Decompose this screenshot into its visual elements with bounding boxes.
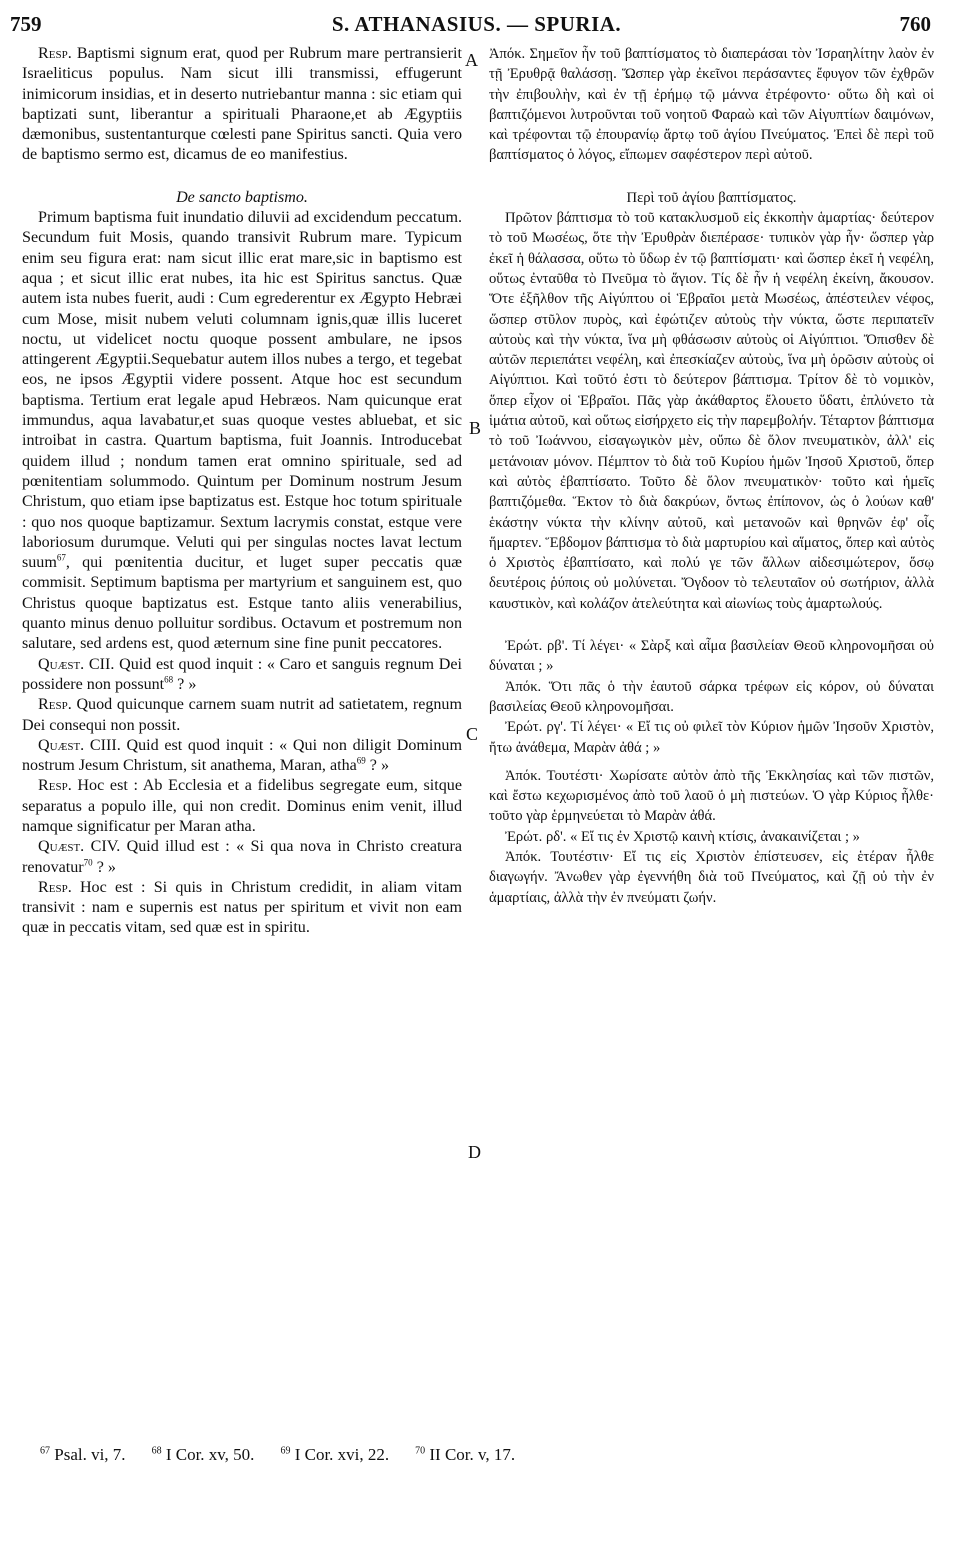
footnote-num: 70 — [415, 1445, 426, 1457]
resp-text: Hoc est : Si quis in Christum credidit, in aliam vitam transivit : nam e supernis est natus per spiritum et vivit non eam quæ in peccatis vitam, sed quæ est in spiritu. — [22, 878, 462, 937]
footnote-num: 69 — [280, 1445, 291, 1457]
footnotes — [40, 1445, 920, 1465]
footnote-ref-68: 68 — [164, 674, 174, 685]
resp-text: Hoc est : Ab Ecclesia et a fidelibus segregate eum, sitque separatus a populo ille, qui non credit. Dominus enim venit, illud namque significatur per Maran atha. — [22, 777, 462, 835]
greek-apok-1: Ἀπόκ. Σημεῖον ἦν τοῦ βαπτίσματος τὸ διαπεράσαι τὸν Ἰσραηλίτην λαὸν ἐν τῇ Ἐρυθρᾷ θαλάσσῃ. Ὥσπερ γὰρ ἐκεῖνοι περάσαντες ἔφυγον τῶν ἐχθρῶν τὴν ἐπιβουλὴν, καὶ ἐν τῇ ἐρήμῳ τῷ μάννα ἐτρέφοντο· οὕτω δὴ καὶ οἱ βαπτιζόμενοι λυτροῦνται τοῦ νοητοῦ Φαραὼ καὶ τῶν Αἰγυπτίων δαιμόνων, καὶ τρέφονται τῷ ἐπουρανίῳ ἄρτῳ τοῦ ἁγίου Πνεύματος. Ἐπεὶ δὲ περὶ τοῦ βαπτίσματος ὁ λόγος, εἴπωμεν σαφέστερον περὶ αὐτοῦ. — [489, 46, 934, 164]
greek-resp-102: Ἀπόκ. Ὅτι πᾶς ὁ τὴν ἑαυτοῦ σάρκα τρέφων εἰς κόρον, οὐ δύναται βασιλείας Θεοῦ κληρονομῆσαι. — [489, 678, 934, 715]
footnote-ref: I Cor. xvi, 22. — [294, 1445, 390, 1464]
latin-column — [22, 44, 462, 939]
baptism-text: Primum baptisma fuit inundatio diluvii ad excidendum peccatum. Secundum fuit Mosis, quando transivit Rubrum mare. Typicum enim seu figura erat: nam sicut illic erat mare,sic in baptismo est aqua ; et sicut illic erat nubes, ita hic est Spiritus sanctus. Quæ autem ista nubes fuerit, audi : Cum egrederentur ex Ægypto Hebræi cum Mose, misit nubem veluti columnam ignis,quæ illis luceret noctu, ut videlicet noctu quoque possent ambulare, ne ipsos attingerent Ægyptii.Sequebatur autem illos nubes a tergo, et tegebat eos, ne ipsos Ægyptii videre possent. Atque hoc est secundum baptisma. Tertium erat legale apud Hebræos. Nam quicunque erat immundus, aqua lavabatur,et suas quoque vestes abluebat, et sic introibat in castra. Quartum baptisma, fuit Joannis. Introducebat quidem illud ; nondum tamen erat omnino spirituale, sed ad pœnitentiam solummodo. Quintum per Dominum nostrum Jesum Christum, quo etiam ipse baptizatus est. Estque hoc totum spirituale : quo nos quoque baptizamur. Sextum lacrymis constat, estque vere laboriosum durumque. Veluti qui per singulas noctes lavat lectum suum — [22, 209, 462, 572]
question-end: ? » — [365, 757, 390, 775]
greek-baptism-paragraph: Πρῶτον βάπτισμα τὸ τοῦ κατακλυσμοῦ εἰς ἐκκοπὴν ἁμαρτίας· δεύτερον τὸ τοῦ Μωσέως, ὅτε τὴν Ἐρυθρὰν διεπέρασε· τυπικὸν γὰρ ἦν· ὥσπερ γὰρ ἐκεῖ ἡ θάλασσα, οὕτω τὸ ὕδωρ ἐν τῷ βαπτίσματι· καὶ ὥσπερ ἐκεῖ ἡ νεφέλη, οὕτως ἐνταῦθα τὸ Πνεῦμα τὸ ἅγιον. Τίς δὲ ἦν ἡ νεφέλη ἐκείνη, ἄκουσον. Ὅτε ἐξῆλθον τῆς Αἰγύπτου οἱ Ἑβραῖοι μετὰ Μωσέως, ἀπέστειλεν νέφος, ὥσπερ στῦλον πυρὸς, καὶ ἐφώτιζεν αὐτοὺς τὴν νύκτα, ὥστε περιπατεῖν αὐτοὺς καὶ τὴν νύκτα, ἵνα μὴ φθάσωσιν αὐτοὺς οἱ Αἰγύπτιοι. Ὄπισθεν δὲ αὐτῶν περιεπάτει νεφέλη, καὶ ἐπεσκίαζεν αὐτοὺς, ἵνα μὴ ὁρῶσιν αὐτοὺς οἱ Αἰγύπτιοι. Καὶ τοῦτό ἐστι τὸ δεύτερον βάπτισμα. Τρίτον δὲ τὸ νομικὸν, ὅπερ εἶχον οἱ Ἑβραῖοι. Πᾶς γὰρ ἀκάθαρτος ἔλουετο ὕδατι, ἐπλύνετο τὰ ἱμάτια αὐτοῦ, καὶ οὕτως εἰσήρχετο εἰς τὴν παρεμβολήν. Τέταρτον βάπτισμα τὸ τοῦ Ἰωάννου, εἰσαγωγικὸν μὲν, οὔπω δὲ ὅλον πνευματικὸν, ἀλλ' εἰς μετάνοιαν μόνον. Πέμπτον τὸ διὰ τοῦ Κυρίου ἡμῶν Ἰησοῦ Χριστοῦ, ὅπερ καὶ αὐτὸς ἐβαπτίσατο. Τοῦτο δὲ ὅλον πνευματικὸν· τοῦτο καὶ ἡμεῖς βαπτιζόμεθα. Ἕκτον τὸ διὰ δακρύων, ὄντως ἐπίπονον, ὡς ὁ λούων καθ' ἑκάστην νύκτα τὴν κλίνην αὐτοῦ, καὶ μετανοῶν καὶ θρηνῶν ἐφ' οἷς ἥμαρτεν. Ἕβδομον βάπτισμα τὸ διὰ μαρτυρίου καὶ αἵματος, ὅπερ καὶ αὐτὸς ὁ Χριστὸς ἐβαπτίσατο, καὶ πολύ γε τῶν ἄλλων αἰδεσιμώτερον, ὅσῳ δευτέροις ῥύποις οὐ μολύνεται. Ὄγδοον τὸ τελευταῖον οὐ σωτήριον, ἀλλὰ καυστικὸν, καὶ κολάζον ἀτελεύτητα καὶ αἰωνίως τοὺς ἁμαρτωλούς. — [489, 210, 934, 612]
greek-question-103: Ἐρώτ. ργ'. Τί λέγει· « Εἴ τις οὐ φιλεῖ τὸν Κύριον ἡμῶν Ἰησοῦν Χριστὸν, ἤτω ἀνάθεμα, Μαρὰν ἀθά ; » — [489, 719, 934, 756]
resp-label: Resp. — [38, 45, 72, 62]
footnote-ref: II Cor. v, 17. — [429, 1445, 516, 1464]
footnote-num: 67 — [40, 1445, 50, 1457]
latin-question-102 — [22, 655, 462, 696]
question-end: ? » — [92, 858, 116, 876]
quaest-label: Quæst. — [38, 655, 85, 673]
question-end: ? » — [173, 675, 197, 693]
latin-resp-104 — [22, 878, 462, 939]
footnote-70 — [415, 1445, 515, 1465]
resp-label: Resp. — [38, 696, 72, 714]
greek-column — [489, 44, 934, 908]
baptism-text-end: , qui pœnitentia ducitur, et luget super peccatis quæ commisit. Septimum baptisma per martyrium et sanguinem est, quo Christus quoque baptizatus est. Estque tanto aliis venerabilius, quanto minus denuo polluitur sordibus. Octavum et postremum non salutare, sed ardens est, quod æternum sine fine punit peccatores. — [22, 554, 462, 653]
running-title: S. ATHANASIUS. — SPURIA. — [331, 12, 622, 36]
resp-text: Quod quicunque carnem suam nutrit ad satietatem, regnum Dei consequi non possit. — [22, 696, 462, 734]
column-marker-a: A — [465, 50, 478, 70]
greek-question-102: Ἐρώτ. ρβ'. Τί λέγει· « Σὰρξ καὶ αἷμα βασιλείαν Θεοῦ κληρονομῆσαι οὐ δύναται ; » — [489, 638, 934, 675]
footnote-68 — [152, 1445, 255, 1465]
latin-question-104 — [22, 837, 462, 878]
quaest-label: Quæst. — [38, 838, 85, 856]
greek-question-104: Ἐρώτ. ρδ'. « Εἴ τις ἐν Χριστῷ καινὴ κτίσις, ἀνακαινίζεται ; » — [505, 828, 860, 845]
footnote-ref-70: 70 — [83, 857, 93, 868]
greek-section-title: Περὶ τοῦ ἁγίου βαπτίσματος. — [626, 189, 797, 206]
resp-label: Resp. — [38, 777, 72, 795]
latin-resp-102 — [22, 695, 462, 736]
latin-resp-1 — [22, 44, 462, 166]
footnote-num: 68 — [151, 1445, 162, 1457]
footnote-67 — [40, 1445, 126, 1465]
footnote-ref: I Cor. xv, 50. — [165, 1445, 255, 1464]
question-text: CIV. Quid illud est : « Si qua nova in Christo creatura renovatur — [22, 838, 462, 876]
greek-resp-103: Ἀπόκ. Τουτέστι· Χωρίσατε αὐτὸν ἀπὸ τῆς Ἐκκλησίας καὶ τῶν πιστῶν, καὶ ἔστω κεχωρισμένος ἀπὸ τοῦ λαοῦ ὁ μὴ πιστεύων. Ὁ γὰρ Κύριος ἦλθε· τοῦτο γὰρ ἑρμηνεύεται τὸ Μαρὰν ἀθά. — [489, 767, 934, 825]
footnote-ref-67: 67 — [56, 552, 66, 563]
column-marker-b: B — [469, 418, 482, 438]
page-header — [0, 12, 953, 42]
latin-resp-103 — [22, 776, 462, 837]
latin-baptism-paragraph — [22, 208, 462, 655]
page-number-left: 759 — [10, 12, 42, 36]
latin-section-title: De sancto baptismo. — [176, 188, 308, 206]
question-text: CIII. Quid est quod inquit : « Qui non diligit Dominum nostrum Jesum Christum, sit anathema, Maran, atha — [22, 736, 462, 775]
column-marker-c: C — [466, 724, 479, 744]
latin-question-103 — [22, 736, 462, 777]
footnote-69 — [280, 1445, 389, 1465]
column-marker-d: D — [468, 1142, 481, 1162]
question-text: CII. Quid est quod inquit : « Caro et sanguis regnum Dei possidere non possunt — [22, 655, 462, 693]
footnote-ref-69: 69 — [356, 755, 366, 766]
quaest-label: Quæst. — [38, 736, 85, 754]
resp-text: Baptismi signum erat, quod per Rubrum mare pertransierit Israeliticus populus. Nam sicut illi transmissi, effugerunt inimicorum insidias, et in deserto nutriebantur manna : sic etiam qui baptizati sunt, liberantur a spirituali Pharaone,et ab Ægyptiis dæmonibus, sustentanturque cœlesti pane Spiritus sancti. Quia vero de baptismo sermo est, dicamus de eo manifestius. — [22, 45, 462, 164]
footnote-ref: Psal. vi, 7. — [54, 1445, 126, 1464]
greek-resp-104: Ἀπόκ. Τουτέστιν· Εἴ τις εἰς Χριστὸν ἐπίστευσεν, εἰς ἑτέραν ἦλθε διαγωγήν. Ἄνωθεν γὰρ ἐγεννήθη διὰ τοῦ Πνεύματος, καὶ ζῇ οὐ τὴν ἐν ἁμαρτίαις, ἀλλὰ τὴν ἐν πνεύματι ζωήν. — [489, 848, 934, 906]
page-number-right: 760 — [899, 12, 931, 36]
resp-label: Resp. — [38, 878, 72, 896]
